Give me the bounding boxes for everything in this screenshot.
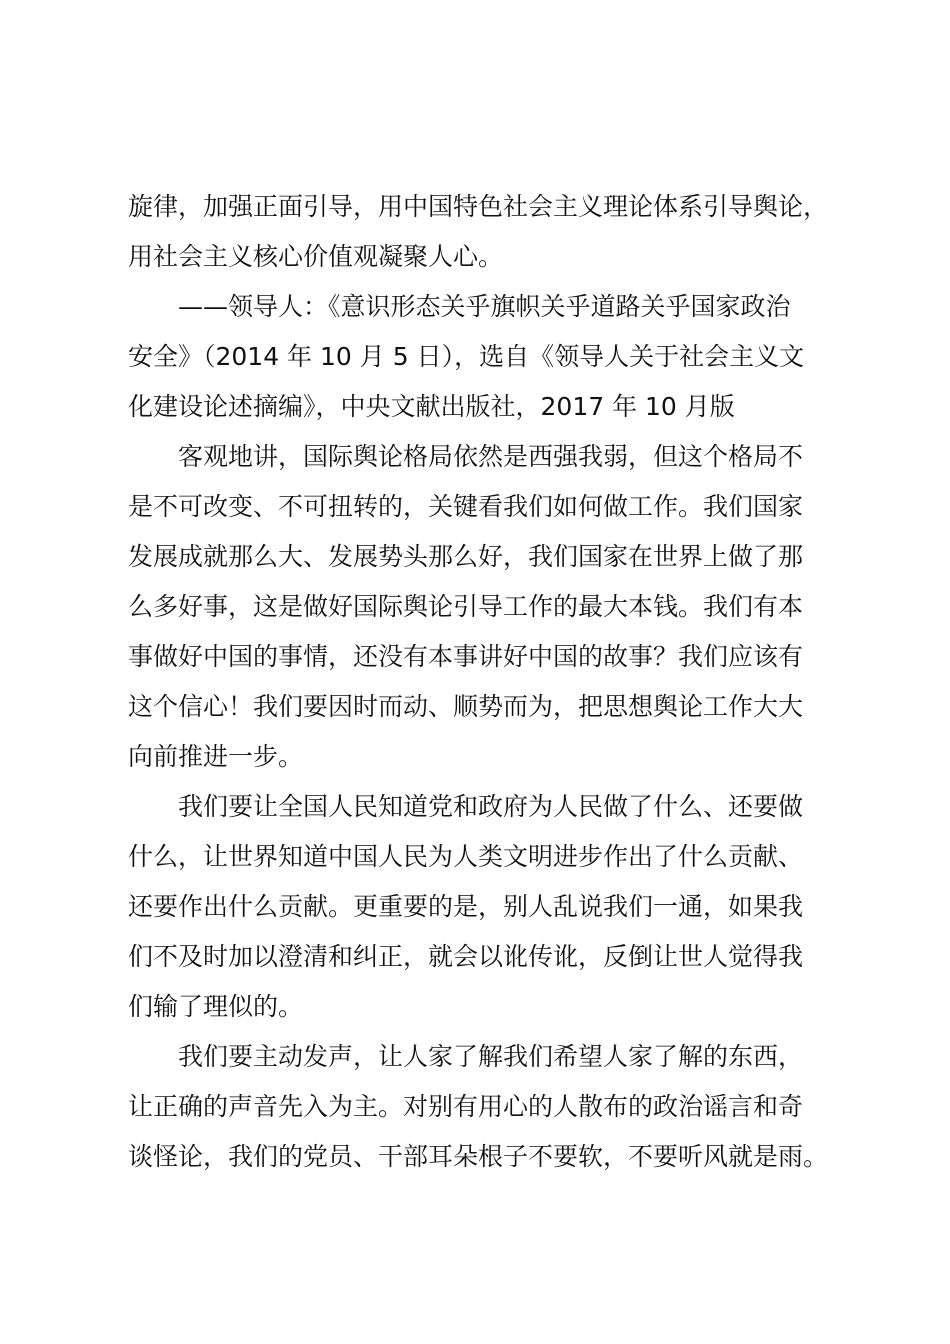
text-line: 什么，让世界知道中国人民为人类文明进步作出了什么贡献、 xyxy=(128,842,804,871)
paragraph-4 xyxy=(128,1032,838,1182)
paragraph-continuation xyxy=(128,182,838,282)
text-line: 我们要让全国人民知道党和政府为人民做了什么、还要做 xyxy=(178,792,804,821)
text-line: 向前推进一步。 xyxy=(128,742,304,771)
text-line: 化建设论述摘编》，中央文献出版社，2017 年 10 月版 xyxy=(128,392,735,421)
text-line: 们不及时加以澄清和纠正，就会以讹传讹，反倒让世人觉得我 xyxy=(128,942,804,971)
text-line: 们输了理似的。 xyxy=(128,992,304,1021)
text-line: 旋律，加强正面引导，用中国特色社会主义理论体系引导舆论， xyxy=(128,192,829,221)
paragraph-2 xyxy=(128,432,838,782)
text-line: 让正确的声音先入为主。对别有用心的人散布的政治谣言和奇 xyxy=(128,1092,804,1121)
text-line: 谈怪论，我们的党员、干部耳朵根子不要软，不要听风就是雨。 xyxy=(128,1142,829,1171)
text-line: 安全》（2014 年 10 月 5 日），选自《领导人关于社会主义文 xyxy=(128,342,805,371)
text-line: 客观地讲，国际舆论格局依然是西强我弱，但这个格局不 xyxy=(178,442,804,471)
text-line: ——领导人：《意识形态关乎旗帜关乎道路关乎国家政治 xyxy=(178,292,791,321)
text-line: 还要作出什么贡献。更重要的是，别人乱说我们一通，如果我 xyxy=(128,892,804,921)
text-line: 事做好中国的事情，还没有本事讲好中国的故事？我们应该有 xyxy=(128,642,804,671)
text-line: 用社会主义核心价值观凝聚人心。 xyxy=(128,242,504,271)
text-line: 是不可改变、不可扭转的，关键看我们如何做工作。我们国家 xyxy=(128,492,804,521)
citation-paragraph xyxy=(128,282,838,432)
text-line: 这个信心！我们要因时而动、顺势而为，把思想舆论工作大大 xyxy=(128,692,804,721)
text-line: 我们要主动发声，让人家了解我们希望人家了解的东西， xyxy=(178,1042,804,1071)
text-line: 发展成就那么大、发展势头那么好，我们国家在世界上做了那 xyxy=(128,542,804,571)
document-body xyxy=(128,182,838,1182)
text-line: 么多好事，这是做好国际舆论引导工作的最大本钱。我们有本 xyxy=(128,592,804,621)
paragraph-3 xyxy=(128,782,838,1032)
